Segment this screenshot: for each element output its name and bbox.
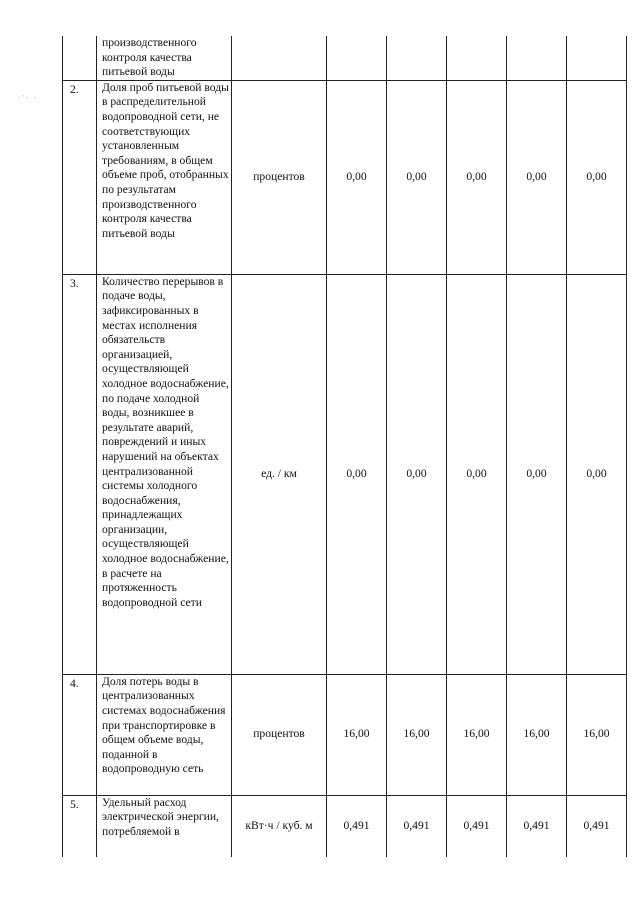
value-cell: 0,00 (567, 80, 627, 274)
value-cell: 16,00 (387, 674, 447, 795)
value-cell: 0,00 (507, 274, 567, 674)
value-cell: 0,491 (327, 795, 387, 857)
value-cell: 0,00 (327, 274, 387, 674)
value-cell (387, 36, 447, 80)
unit-cell: кВт·ч / куб. м (232, 795, 327, 857)
value-cell: 0,00 (387, 274, 447, 674)
value-cell: 16,00 (447, 674, 507, 795)
value-cell: 0,00 (327, 80, 387, 274)
indicator-name: производственного контроля качества питьевой воды (97, 36, 232, 80)
table-row (63, 795, 627, 857)
row-number: 2. (63, 80, 97, 274)
indicator-name: Доля проб питьевой воды в распределительной водопроводной сети, не соответствующих установленным требованиям, в общем объеме проб, отобранных по результатам производственного контроля качества питьевой воды (97, 80, 232, 274)
value-cell: 0,00 (567, 274, 627, 674)
table-row (63, 36, 627, 80)
indicator-name: Удельный расход электрической энергии, потребляемой в (97, 795, 232, 857)
unit-cell: процентов (232, 674, 327, 795)
row-number: 4. (63, 674, 97, 795)
value-cell: 0,491 (507, 795, 567, 857)
unit-cell: ед. / км (232, 274, 327, 674)
value-cell: 16,00 (327, 674, 387, 795)
value-cell: 16,00 (507, 674, 567, 795)
value-cell: 0,00 (507, 80, 567, 274)
value-cell (567, 36, 627, 80)
value-cell: 0,00 (387, 80, 447, 274)
indicator-name: Количество перерывов в подаче воды, зафиксированных в местах исполнения обязательств организацией, осуществляющей холодное водоснабжение, по подаче холодной воды, возникшее в результате аварий, повреждений и иных нарушений на объектах централизованной системы холодного водоснабжения, принадлежащих организации, осуществляющей холодное водоснабжение, в расчете на протяженность водопроводной сети (97, 274, 232, 674)
value-cell: 0,491 (567, 795, 627, 857)
table-row (63, 80, 627, 274)
value-cell: 0,00 (447, 80, 507, 274)
value-cell: 0,00 (447, 274, 507, 674)
indicators-table (62, 36, 627, 857)
row-number: 5. (63, 795, 97, 857)
value-cell (447, 36, 507, 80)
value-cell: 0,491 (387, 795, 447, 857)
table-row (63, 674, 627, 795)
row-number: 3. (63, 274, 97, 674)
scan-artifact: ·'· · (18, 94, 39, 102)
row-number (63, 36, 97, 80)
value-cell: 0,491 (447, 795, 507, 857)
unit-cell: процентов (232, 80, 327, 274)
unit-cell (232, 36, 327, 80)
table-row (63, 274, 627, 674)
value-cell (507, 36, 567, 80)
value-cell (327, 36, 387, 80)
value-cell: 16,00 (567, 674, 627, 795)
indicator-name: Доля потерь воды в централизованных системах водоснабжения при транспортировке в общем объеме воды, поданной в водопроводную сеть (97, 674, 232, 795)
